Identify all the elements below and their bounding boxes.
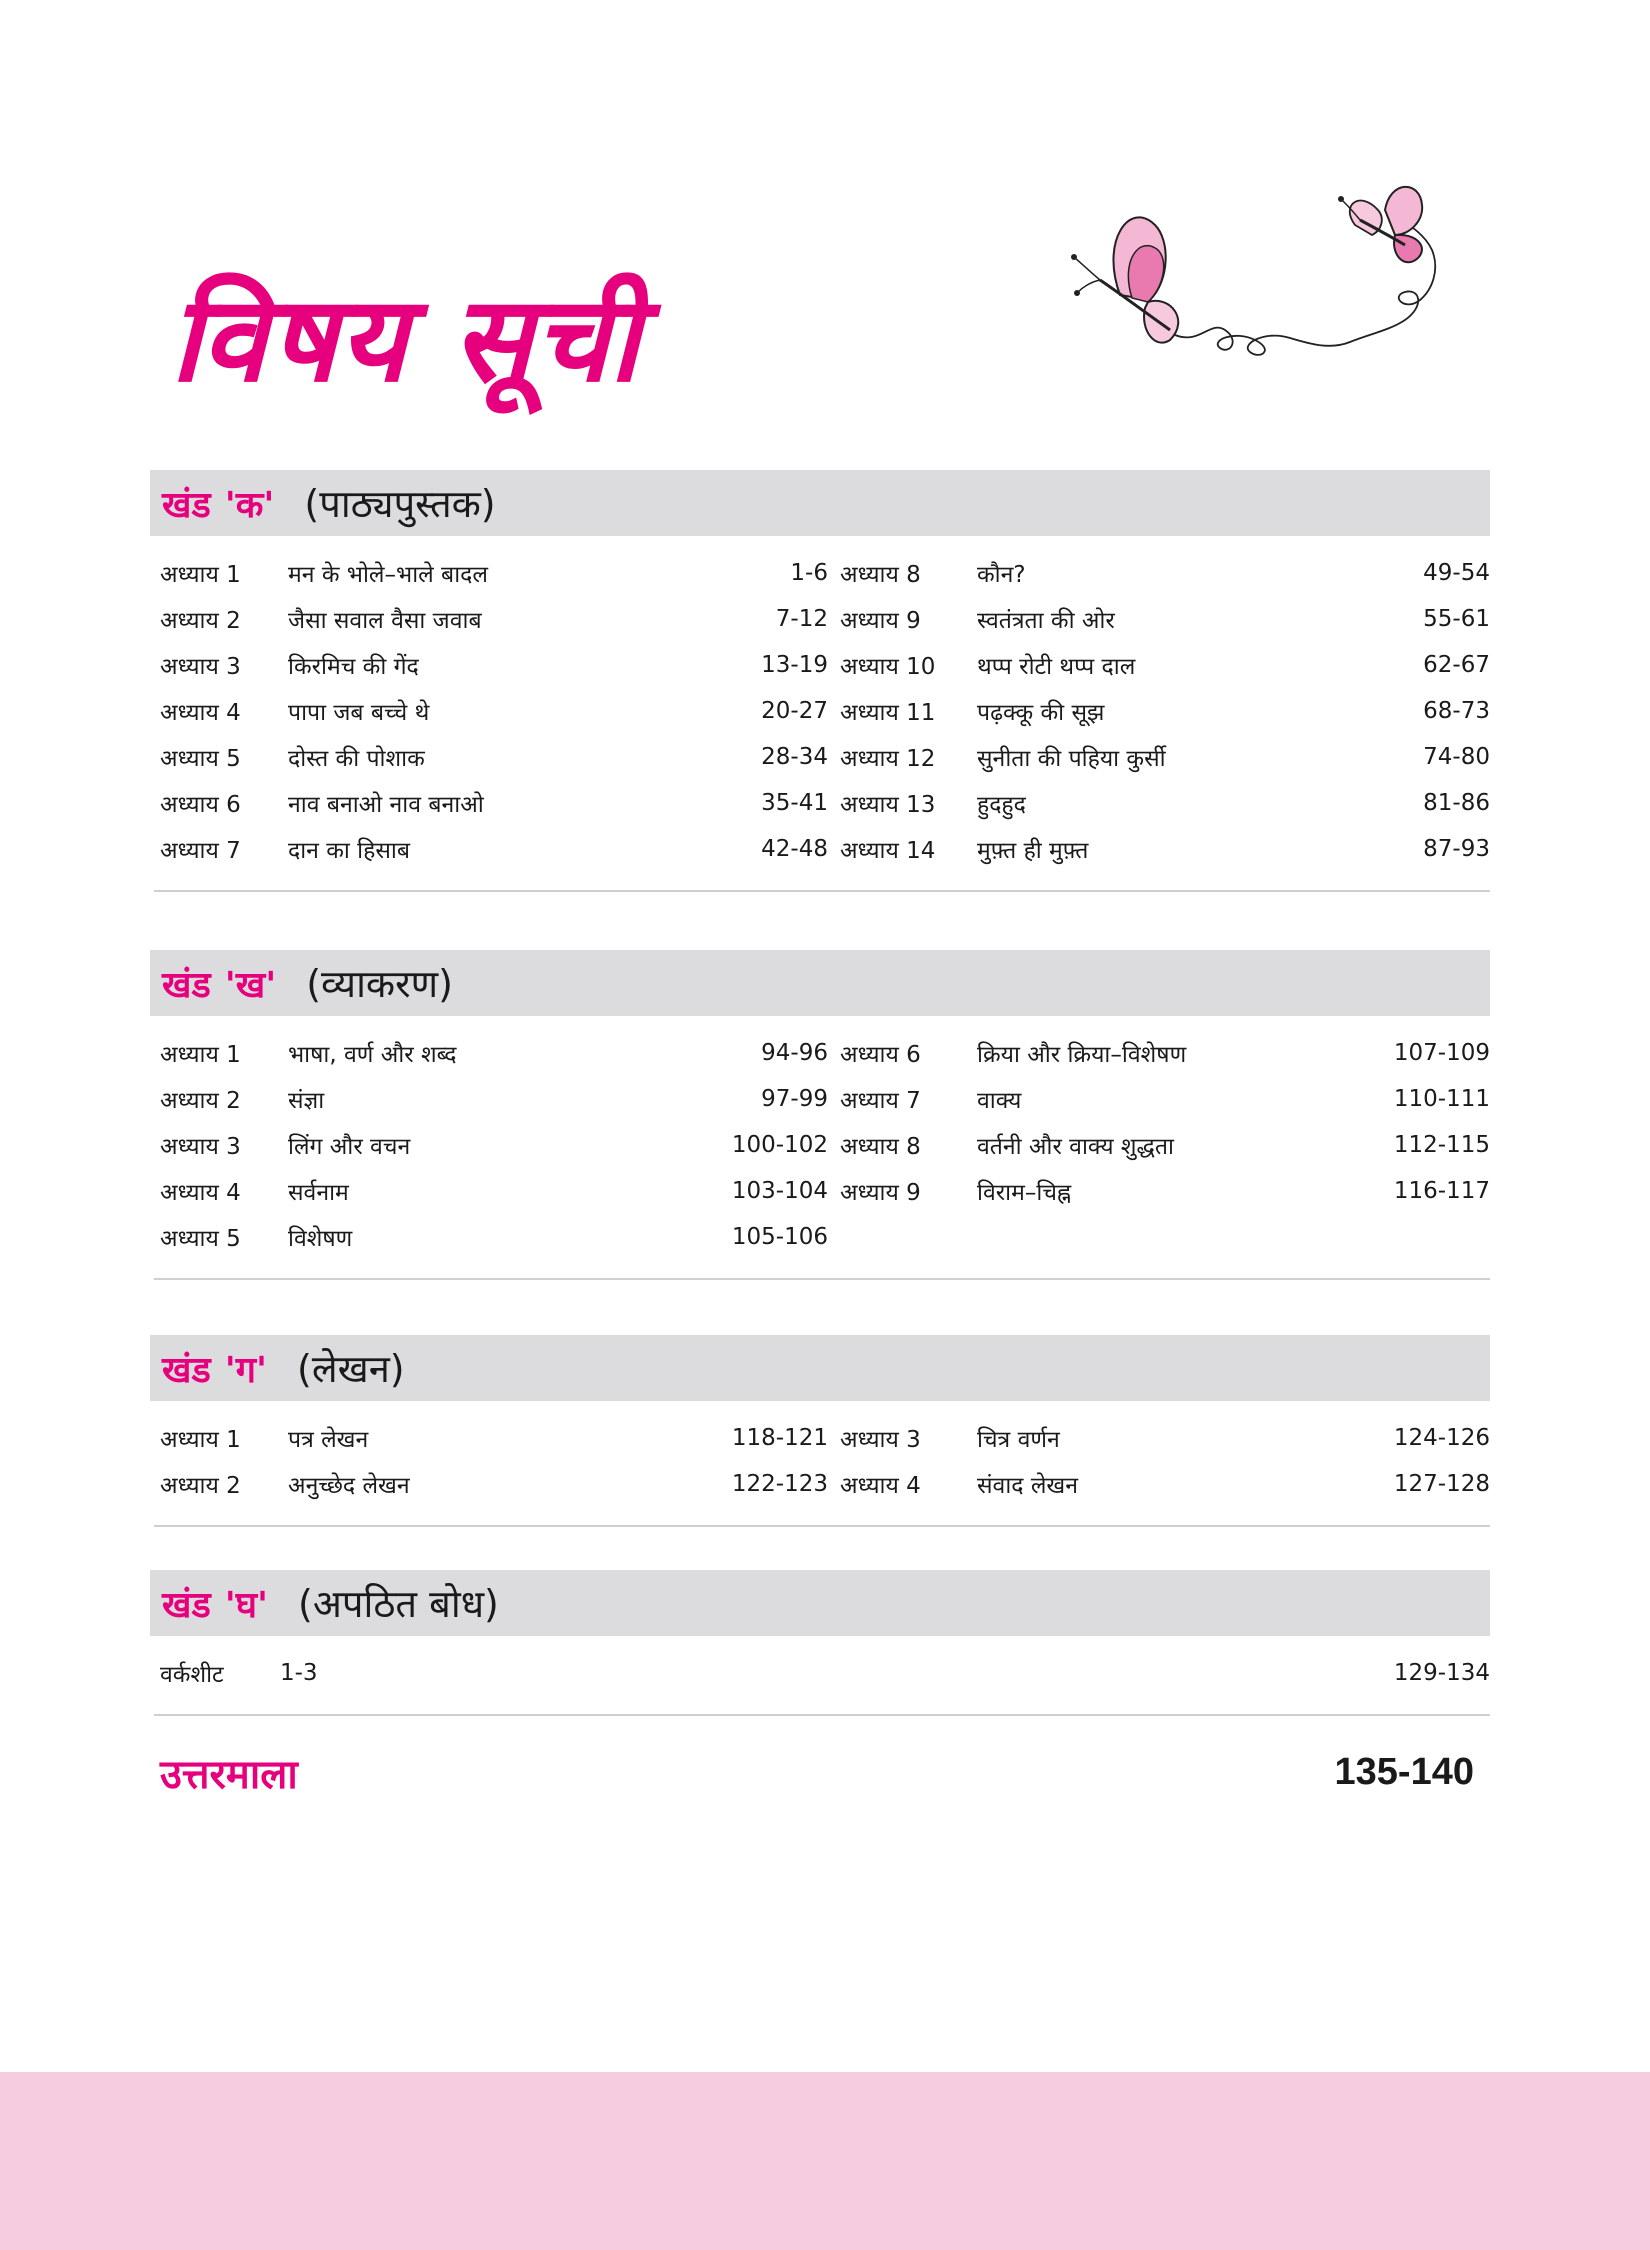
section-subtitle: (अपठित बोध) — [298, 1582, 499, 1626]
chapter-row[interactable]: अध्याय 13 हुदहुद 81-86 — [840, 790, 1490, 818]
chapter-row[interactable]: अध्याय 3 चित्र वर्णन 124-126 — [840, 1425, 1490, 1453]
chapter-row[interactable]: अध्याय 4 संवाद लेखन 127-128 — [840, 1471, 1490, 1499]
chapter-row[interactable]: अध्याय 6 नाव बनाओ नाव बनाओ 35-41 — [160, 790, 828, 818]
chapter-row[interactable]: अध्याय 7 दान का हिसाब 42-48 — [160, 836, 828, 864]
chapter-row[interactable]: अध्याय 5 विशेषण 105-106 — [160, 1224, 828, 1252]
chapter-row[interactable]: अध्याय 14 मुफ़्त ही मुफ़्त 87-93 — [840, 836, 1490, 864]
section-subtitle: (व्याकरण) — [306, 962, 453, 1006]
section-khand: खंड 'क' — [162, 484, 275, 526]
section-divider — [154, 1714, 1490, 1716]
section-divider — [154, 1525, 1490, 1527]
chapter-row[interactable]: अध्याय 11 पढ़क्कू की सूझ 68-73 — [840, 698, 1490, 726]
section-header — [150, 1570, 1490, 1636]
section-header — [150, 950, 1490, 1016]
section-divider — [154, 1278, 1490, 1280]
section-grammar — [150, 950, 1490, 1280]
chapter-row[interactable]: अध्याय 1 मन के भोले–भाले बादल 1-6 — [160, 560, 828, 588]
chapter-row[interactable]: अध्याय 2 अनुच्छेद लेखन 122-123 — [160, 1471, 828, 1499]
section-khand: खंड 'ग' — [162, 1349, 268, 1391]
chapter-column-right — [840, 1415, 1490, 1507]
chapter-row[interactable]: अध्याय 4 सर्वनाम 103-104 — [160, 1178, 828, 1206]
section-subtitle: (लेखन) — [297, 1347, 405, 1391]
section-header — [150, 1335, 1490, 1401]
chapter-row[interactable]: अध्याय 1 पत्र लेखन 118-121 — [160, 1425, 828, 1453]
butterflies-illustration — [1060, 180, 1490, 440]
answer-key-pages: 135-140 — [1334, 1751, 1474, 1793]
footer-band — [0, 2072, 1650, 2250]
chapter-row[interactable]: अध्याय 8 वर्तनी और वाक्य शुद्धता 112-115 — [840, 1132, 1490, 1160]
chapter-row[interactable]: अध्याय 2 जैसा सवाल वैसा जवाब 7-12 — [160, 606, 828, 634]
worksheet-label: वर्कशीट — [160, 1662, 224, 1688]
chapter-row[interactable]: अध्याय 10 थप्प रोटी थप्प दाल 62-67 — [840, 652, 1490, 680]
section-subtitle: (पाठ्यपुस्तक) — [304, 482, 496, 526]
worksheet-pages: 129-134 — [1393, 1660, 1490, 1686]
chapter-row[interactable]: अध्याय 4 पापा जब बच्चे थे 20-27 — [160, 698, 828, 726]
chapter-row[interactable]: अध्याय 1 भाषा, वर्ण और शब्द 94-96 — [160, 1040, 828, 1068]
page-title: विषय सूची — [170, 269, 642, 408]
chapter-column-left — [150, 550, 840, 872]
chapter-row[interactable]: अध्याय 7 वाक्य 110-111 — [840, 1086, 1490, 1114]
answer-key-row[interactable] — [160, 1745, 1474, 1800]
section-unseen-comprehension — [150, 1570, 1490, 1716]
chapter-row[interactable]: अध्याय 2 संज्ञा 97-99 — [160, 1086, 828, 1114]
section-writing — [150, 1335, 1490, 1527]
chapter-row[interactable]: अध्याय 3 लिंग और वचन 100-102 — [160, 1132, 828, 1160]
worksheet-range: 1-3 — [280, 1660, 318, 1686]
butterfly-left-icon — [1071, 217, 1178, 342]
chapter-row[interactable]: अध्याय 9 स्वतंत्रता की ओर 55-61 — [840, 606, 1490, 634]
chapter-column-left — [150, 1030, 840, 1260]
section-khand: खंड 'ख' — [162, 964, 277, 1006]
chapter-column-right — [840, 1030, 1490, 1260]
worksheet-row[interactable] — [150, 1636, 1490, 1696]
chapter-row[interactable]: अध्याय 6 क्रिया और क्रिया–विशेषण 107-109 — [840, 1040, 1490, 1068]
chapter-column-right — [840, 550, 1490, 872]
section-header — [150, 470, 1490, 536]
chapter-row[interactable]: अध्याय 12 सुनीता की पहिया कुर्सी 74-80 — [840, 744, 1490, 772]
chapter-row[interactable]: अध्याय 9 विराम–चिह्न 116-117 — [840, 1178, 1490, 1206]
section-textbook — [150, 470, 1490, 892]
butterfly-right-icon — [1338, 187, 1422, 262]
chapter-list — [150, 1016, 1490, 1260]
section-divider — [154, 890, 1490, 892]
chapter-row[interactable]: अध्याय 3 किरमिच की गेंद 13-19 — [160, 652, 828, 680]
chapter-list — [150, 1401, 1490, 1507]
answer-key-label: उत्तरमाला — [160, 1752, 298, 1798]
chapter-row[interactable]: अध्याय 8 कौन? 49-54 — [840, 560, 1490, 588]
chapter-list — [150, 536, 1490, 872]
chapter-row[interactable]: अध्याय 5 दोस्त की पोशाक 28-34 — [160, 744, 828, 772]
section-khand: खंड 'घ' — [162, 1584, 269, 1626]
chapter-column-left — [150, 1415, 840, 1507]
